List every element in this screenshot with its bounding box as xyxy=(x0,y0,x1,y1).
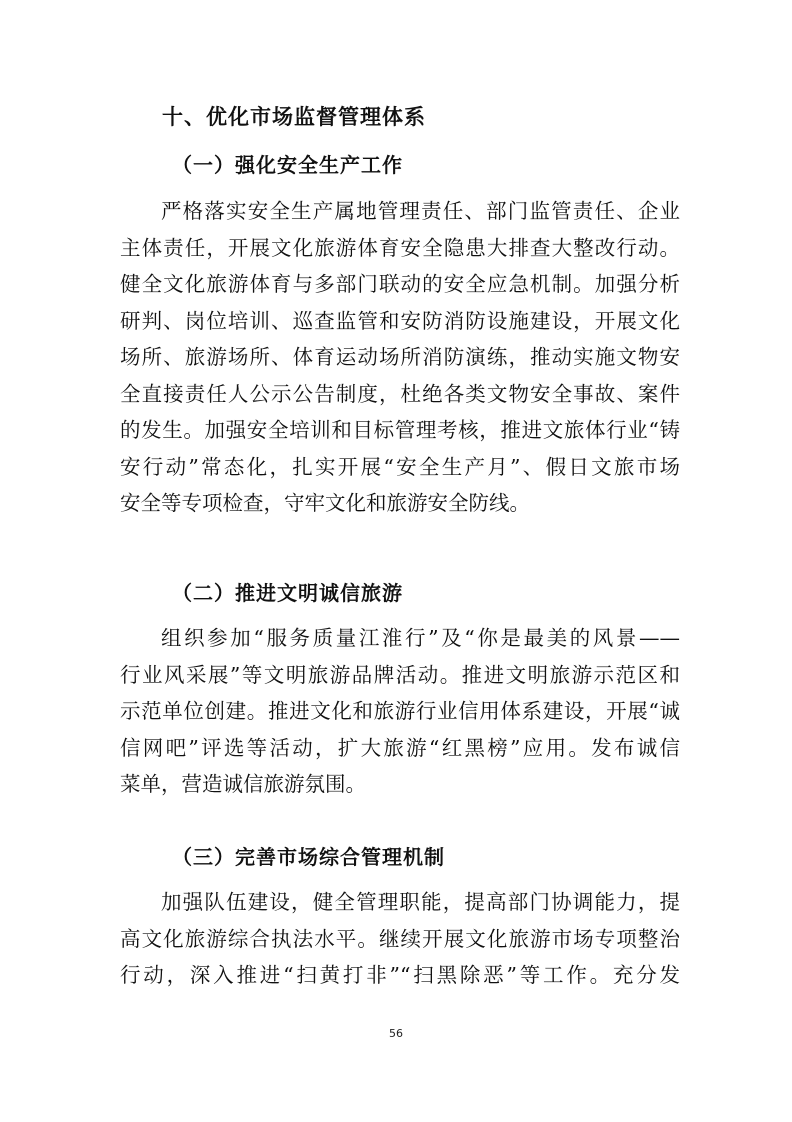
subsection-3-paragraph xyxy=(120,884,680,994)
paragraph-line: 加强队伍建设，健全管理职能，提高部门协调能力，提 xyxy=(161,890,680,914)
paragraph-line: 行业风采展”等文明旅游品牌活动。推进文明旅游示范区和 xyxy=(120,662,680,687)
paragraph-line: 示范单位创建。推进文化和旅游行业信用体系建设，开展“诚 xyxy=(120,699,680,723)
paragraph-line: 研判、岗位培训、巡查监管和安防消防设施建设，开展文化 xyxy=(120,308,680,333)
paragraph-line: 主体责任，开展文化旅游体育安全隐患大排查大整改行动。 xyxy=(120,235,680,260)
paragraph-line: 场所、旅游场所、体育运动场所消防演练，推动实施文物安 xyxy=(120,345,680,369)
subsection-title-2: （二）推进文明诚信旅游 xyxy=(172,581,403,605)
paragraph-line: 严格落实安全生产属地管理责任、部门监管责任、企业 xyxy=(161,199,680,223)
subsection-title-1: （一）强化安全生产工作 xyxy=(172,153,403,177)
section-title: 十、优化市场监督管理体系 xyxy=(162,105,426,129)
paragraph-line: 高文化旅游综合执法水平。继续开展文化旅游市场专项整治 xyxy=(120,926,680,951)
subsection-1-paragraph xyxy=(120,193,680,522)
paragraph-line: 全直接责任人公示公告制度，杜绝各类文物安全事故、案件 xyxy=(120,381,680,406)
paragraph-line: 组织参加“服务质量江淮行”及“你是最美的风景—— xyxy=(161,626,680,650)
subsection-title-3: （三）完善市场综合管理机制 xyxy=(172,845,445,869)
paragraph-line: 安全等专项检查，守牢文化和旅游安全防线。 xyxy=(120,491,530,515)
page-number: 56 xyxy=(389,1027,403,1040)
paragraph-line: 行动，深入推进“扫黄打非”“扫黑除恶”等工作。充分发 xyxy=(120,963,680,987)
paragraph-line: 信网吧”评选等活动，扩大旅游“红黑榜”应用。发布诚信 xyxy=(120,735,680,760)
paragraph-line: 菜单，营造诚信旅游氛围。 xyxy=(120,772,366,796)
paragraph-line: 安行动”常态化，扎实开展“安全生产月”、假日文旅市场 xyxy=(120,454,680,479)
paragraph-line: 的发生。加强安全培训和目标管理考核，推进文旅体行业“铸 xyxy=(120,418,680,442)
subsection-2-paragraph xyxy=(120,620,680,803)
paragraph-line: 健全文化旅游体育与多部门联动的安全应急机制。加强分析 xyxy=(120,272,680,296)
